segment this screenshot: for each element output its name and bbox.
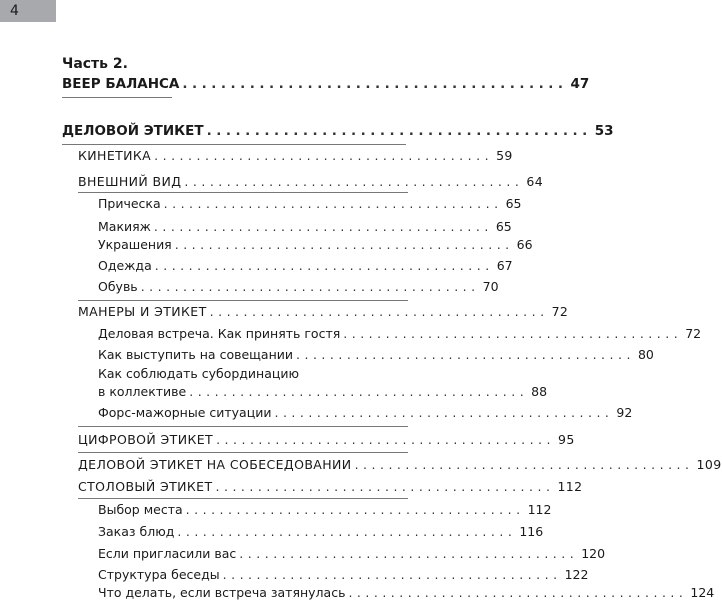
toc-entry-priglasili[interactable] — [98, 546, 606, 561]
toc-leader-dots: ........................................ — [154, 258, 494, 273]
toc-entry-label: ВНЕШНИЙ ВИД — [78, 174, 182, 189]
toc-entry-page: 64 — [526, 174, 544, 189]
toc-entry-odezhda[interactable] — [98, 258, 513, 273]
toc-entry-subordinaciya-line1: Как соблюдать субординацию — [98, 366, 300, 381]
toc-entry-page: 80 — [637, 347, 654, 362]
toc-entry-pricheska[interactable] — [98, 196, 522, 211]
toc-entry-page: 53 — [594, 123, 614, 139]
toc-entry-manery-i-etiket[interactable] — [78, 304, 569, 319]
toc-leader-dots: ........................................ — [163, 196, 503, 211]
toc-entry-page: 122 — [564, 567, 589, 582]
toc-leader-dots: ........................................ — [348, 585, 688, 600]
toc-entry-struktura-besedy[interactable] — [98, 567, 589, 582]
toc-entry-label: Макияж — [98, 219, 151, 234]
toc-entry-subordinaciya[interactable] — [98, 384, 548, 399]
toc-entry-label: ДЕЛОВОЙ ЭТИКЕТ НА СОБЕСЕДОВАНИИ — [78, 457, 352, 472]
toc-entry-page: 109 — [696, 457, 722, 472]
toc-leader-dots: ........................................ — [343, 326, 683, 341]
toc-leader-dots: ........................................ — [215, 479, 555, 494]
part-title: Часть 2. — [62, 56, 128, 72]
toc-entry-cifrovoy-etiket[interactable] — [78, 432, 575, 447]
toc-entry-label: Украшения — [98, 237, 172, 252]
toc-entry-page: 112 — [557, 479, 583, 494]
toc-entry-label: Выбор места — [98, 502, 183, 517]
toc-leader-dots: ........................................ — [153, 219, 493, 234]
toc-entry-page: 124 — [690, 585, 715, 600]
toc-entry-label: Форс-мажорные ситуации — [98, 405, 272, 420]
toc-leader-dots: ........................................ — [222, 567, 562, 582]
toc-entry-page: 88 — [531, 384, 548, 399]
toc-leader-dots: ........................................ — [140, 279, 480, 294]
toc-entry-label: Деловая встреча. Как принять гостя — [98, 326, 341, 341]
toc-entry-ukrasheniya[interactable] — [98, 237, 533, 252]
toc-entry-vstrecha-zatyanulas[interactable] — [98, 585, 715, 600]
toc-entry-page: 72 — [551, 304, 569, 319]
toc-entry-fors-mazhor[interactable] — [98, 405, 633, 420]
toc-entry-kinetika[interactable] — [78, 148, 513, 163]
toc-entry-veer-balansa[interactable] — [62, 76, 590, 92]
toc-leader-dots: ........................................ — [354, 457, 694, 472]
toc-entry-makiyazh[interactable] — [98, 219, 512, 234]
toc-entry-sobesedovanie[interactable] — [78, 457, 722, 472]
divider — [62, 97, 172, 98]
toc-entry-label: ЦИФРОВОЙ ЭТИКЕТ — [78, 432, 214, 447]
toc-entry-label: в коллективе — [98, 384, 187, 399]
toc-entry-page: 67 — [496, 258, 513, 273]
toc-leader-dots: ........................................ — [239, 546, 579, 561]
toc-entry-label: Как выступить на совещании — [98, 347, 294, 362]
toc-entry-label: Если пригласили вас — [98, 546, 237, 561]
toc-entry-label: Обувь — [98, 279, 138, 294]
toc-entry-vybor-mesta[interactable] — [98, 502, 552, 517]
toc-entry-label: Одежда — [98, 258, 152, 273]
toc-entry-obuv[interactable] — [98, 279, 499, 294]
toc-entry-label: МАНЕРЫ И ЭТИКЕТ — [78, 304, 207, 319]
toc-entry-label: ДЕЛОВОЙ ЭТИКЕТ — [62, 123, 204, 139]
toc-leader-dots: ........................................ — [182, 76, 568, 92]
toc-entry-kak-vystupit[interactable] — [98, 347, 654, 362]
toc-leader-dots: ........................................ — [154, 148, 494, 163]
toc-entry-label: Что делать, если встреча затянулась — [98, 585, 346, 600]
toc-entry-page: 47 — [570, 76, 590, 92]
toc-entry-page: 116 — [519, 524, 544, 539]
toc-entry-vneshniy-vid[interactable] — [78, 174, 544, 189]
divider — [78, 426, 408, 427]
toc-leader-dots: ........................................ — [174, 237, 514, 252]
toc-leader-dots: ........................................ — [177, 524, 517, 539]
toc-leader-dots: ........................................ — [184, 174, 524, 189]
toc-entry-page: 66 — [516, 237, 533, 252]
toc-entry-delovaya-vstrecha[interactable] — [98, 326, 702, 341]
page-number-badge: 4 — [0, 0, 56, 22]
toc-entry-label: СТОЛОВЫЙ ЭТИКЕТ — [78, 479, 213, 494]
toc-entry-page: 70 — [482, 279, 499, 294]
toc-leader-dots: ........................................ — [209, 304, 549, 319]
toc-leader-dots: ........................................ — [274, 405, 614, 420]
toc-entry-label: Заказ блюд — [98, 524, 175, 539]
toc-leader-dots: ........................................ — [216, 432, 555, 447]
toc-entry-label: Прическа — [98, 196, 161, 211]
toc-leader-dots: ........................................ — [189, 384, 529, 399]
toc-leader-dots: ........................................ — [206, 123, 592, 139]
divider — [78, 498, 408, 499]
toc-leader-dots: ........................................ — [185, 502, 525, 517]
toc-leader-dots: ........................................ — [296, 347, 635, 362]
toc-entry-delovoy-etiket[interactable] — [62, 123, 614, 139]
toc-entry-page: 65 — [505, 196, 522, 211]
toc-entry-label: ВЕЕР БАЛАНСА — [62, 76, 180, 92]
toc-entry-page: 120 — [581, 546, 606, 561]
toc-entry-page: 95 — [558, 432, 575, 447]
toc-entry-stolovyy-etiket[interactable] — [78, 479, 583, 494]
toc-entry-page: 92 — [616, 405, 633, 420]
toc-entry-page: 112 — [527, 502, 552, 517]
toc-entry-page: 65 — [495, 219, 512, 234]
divider — [62, 144, 406, 145]
toc-entry-label: Структура беседы — [98, 567, 220, 582]
divider — [78, 300, 408, 301]
toc-entry-zakaz-blyud[interactable] — [98, 524, 544, 539]
toc-entry-page: 59 — [496, 148, 513, 163]
divider — [78, 192, 408, 193]
divider — [78, 452, 408, 453]
toc-entry-page: 72 — [685, 326, 702, 341]
toc-entry-label: КИНЕТИКА — [78, 148, 152, 163]
